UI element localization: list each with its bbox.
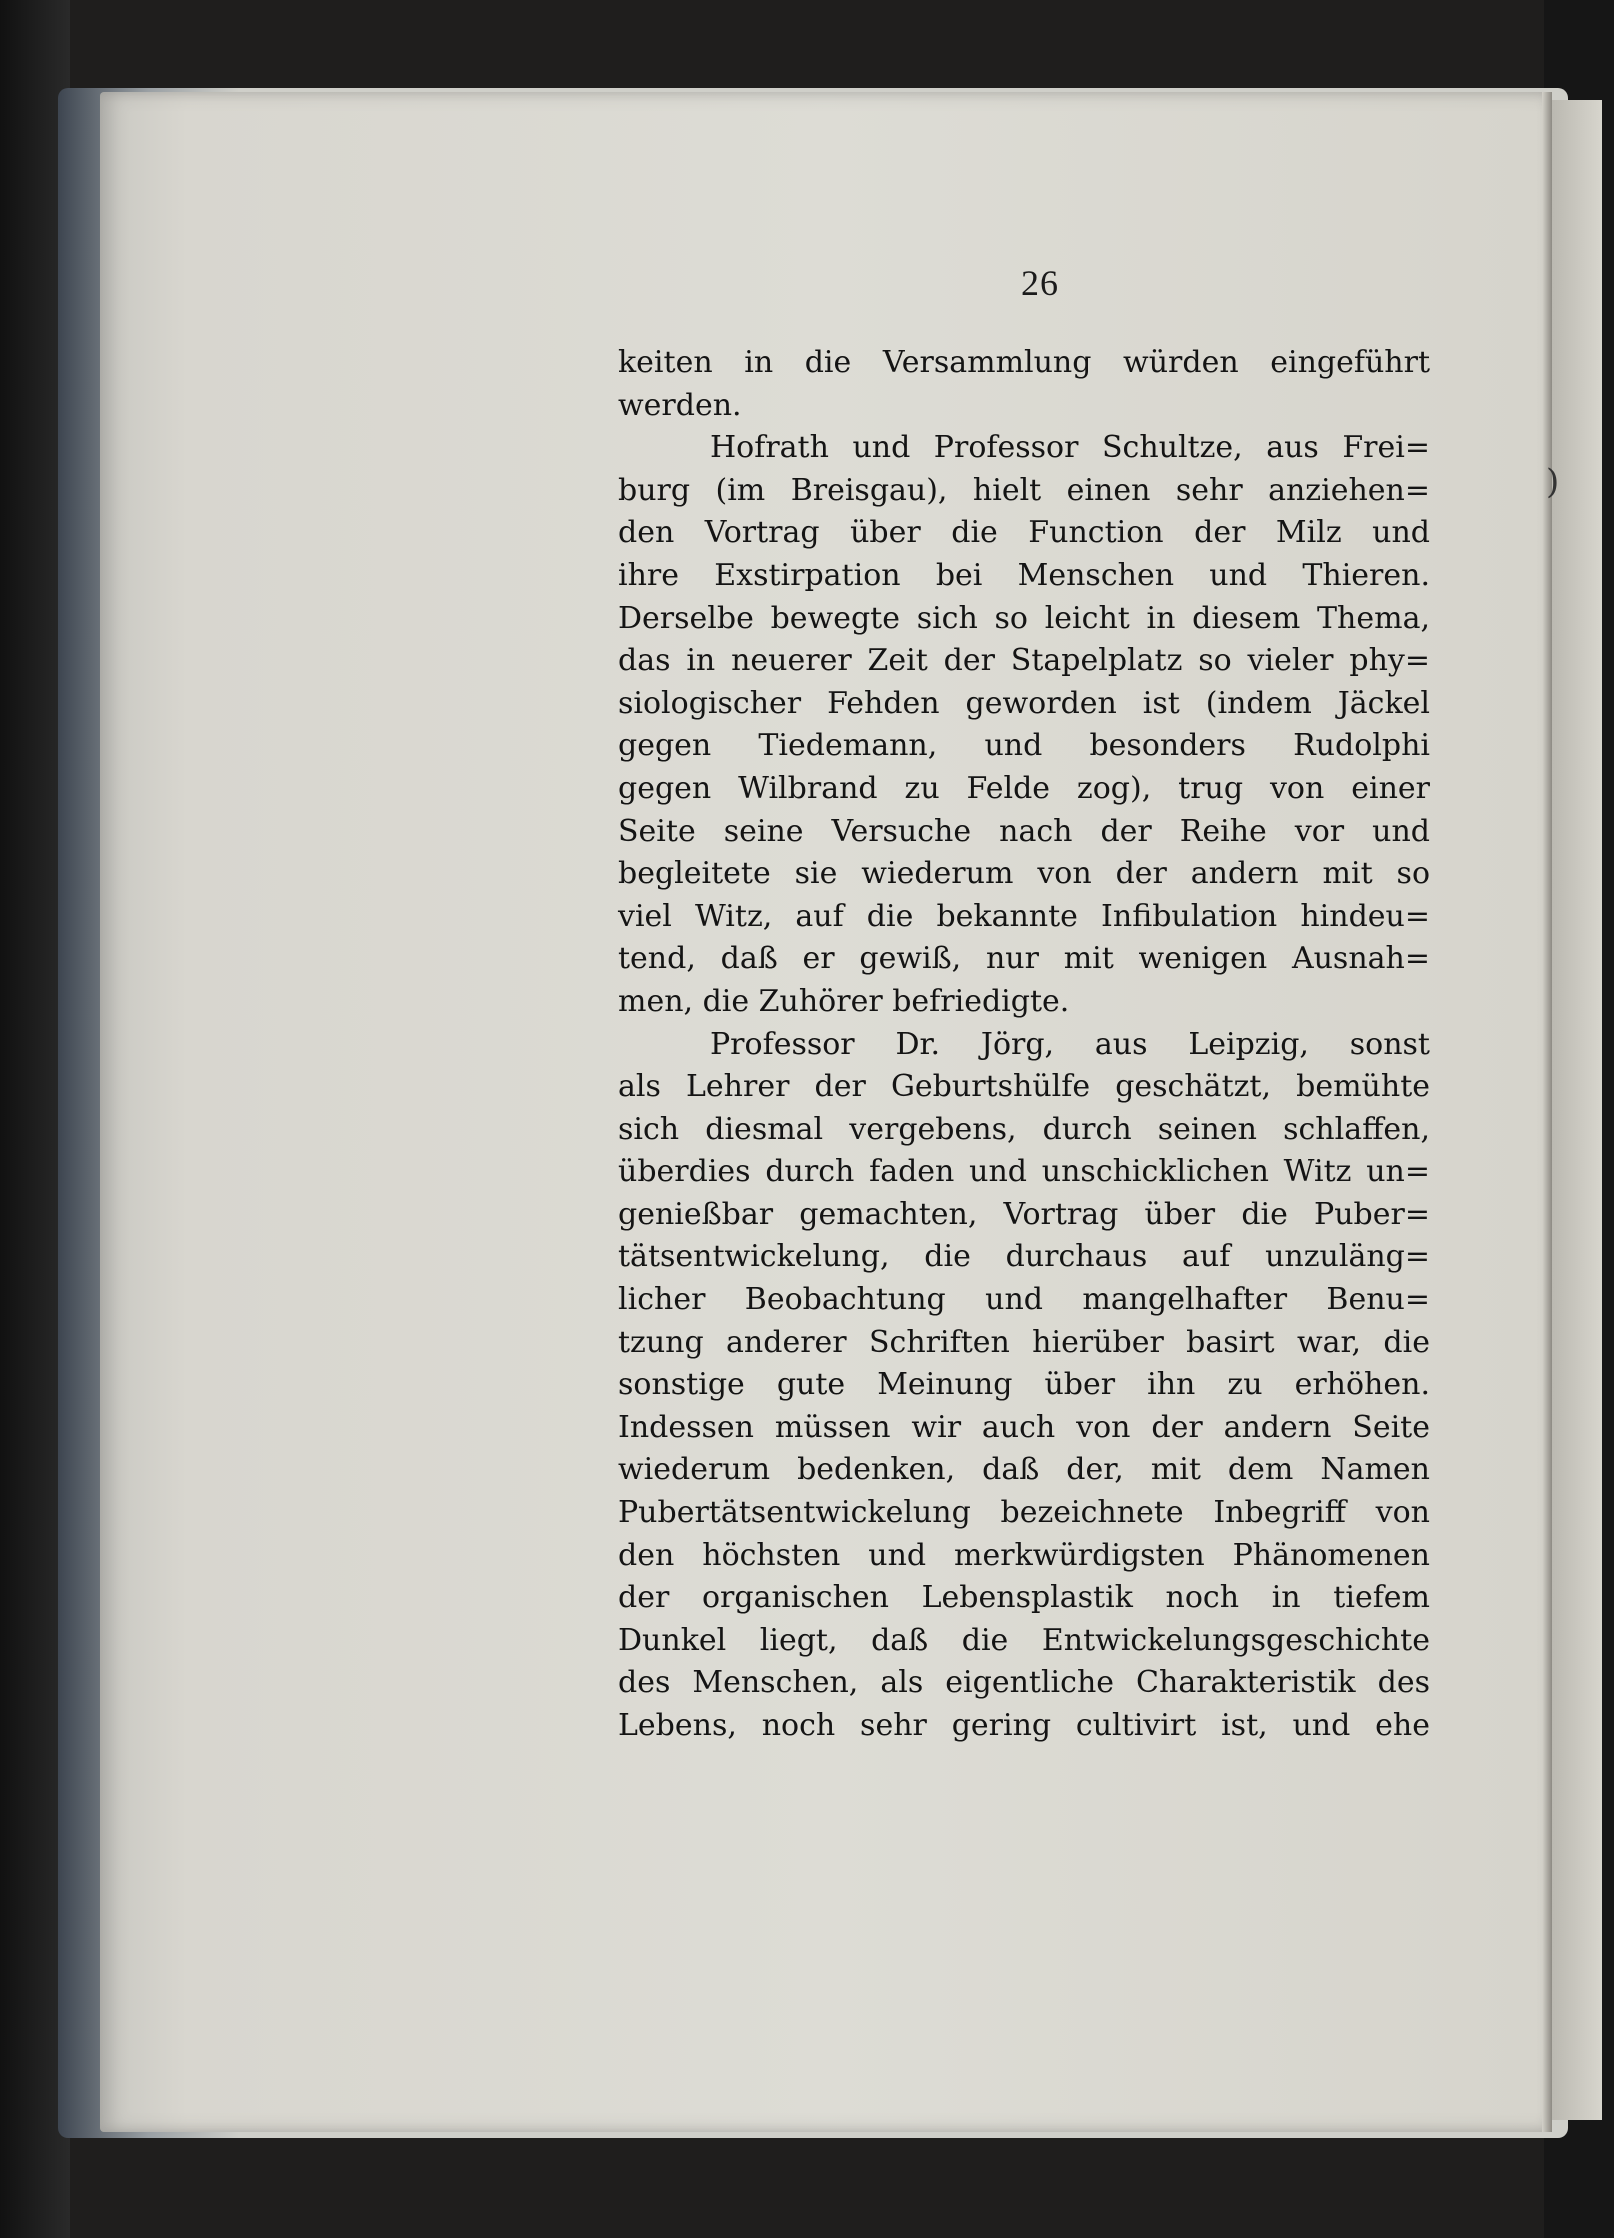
text-line: siologischer Fehden geworden ist (indem Jäckel [618, 685, 1430, 721]
text-line: gegen Tiedemann, und besonders Rudolphi [618, 728, 1430, 764]
text-line: Professor Dr. Jörg, aus Leipzig, sonst [710, 1026, 1430, 1062]
text-line: den höchsten und merkwürdigsten Phänomenen [618, 1537, 1430, 1573]
text-line: keiten in die Versammlung würden eingeführt [618, 345, 1430, 380]
text-line: das in neuerer Zeit der Stapelplatz so vieler phy= [618, 643, 1430, 679]
text-line: Hofrath und Professor Schultze, aus Frei= [710, 430, 1430, 466]
text-line: begleitete sie wiederum von der andern mit so [618, 856, 1430, 892]
text-line: viel Witz, auf die bekannte Infibulation hindeu= [618, 898, 1430, 934]
text-line: Derselbe bewegte sich so leicht in diesem Thema, [618, 600, 1430, 636]
page-gutter [1542, 92, 1552, 2132]
text-line: sonstige gute Meinung über ihn zu erhöhen. [618, 1367, 1430, 1403]
page-text [618, 342, 1430, 1748]
text-line: tzung anderer Schriften hierüber basirt war, die [618, 1324, 1430, 1360]
text-line: tend, daß er gewiß, nur mit wenigen Ausnah= [618, 941, 1430, 977]
text-line: gegen Wilbrand zu Felde zog), trug von einer [618, 770, 1430, 806]
text-line: Seite seine Versuche nach der Reihe vor und [618, 813, 1430, 849]
text-line: überdies durch faden und unschicklichen Witz un= [618, 1154, 1430, 1190]
text-line: tätsentwickelung, die durchaus auf unzuläng= [618, 1239, 1430, 1275]
text-line: burg (im Breisgau), hielt einen sehr anziehen= [618, 472, 1430, 508]
text-line: wiederum bedenken, daß der, mit dem Namen [618, 1452, 1430, 1488]
text-line: Indessen müssen wir auch von der andern Seite [618, 1409, 1430, 1445]
page-number: 26 [1021, 263, 1059, 303]
text-line: den Vortrag über die Function der Milz und [618, 515, 1430, 551]
text-line: ihre Exstirpation bei Menschen und Thieren. [618, 557, 1430, 593]
text-line: Pubertätsentwickelung bezeichnete Inbegriff von [618, 1495, 1430, 1531]
text-line: werden. [618, 387, 742, 423]
text-line: Lebens, noch sehr gering cultivirt ist, und ehe [618, 1708, 1430, 1743]
text-line: sich diesmal vergebens, durch seinen schlaffen, [618, 1111, 1430, 1147]
text-line: genießbar gemachten, Vortrag über die Puber= [618, 1196, 1430, 1232]
text-line: der organischen Lebensplastik noch in tiefem [618, 1580, 1430, 1616]
margin-mark: ) [1546, 462, 1560, 502]
text-line: Dunkel liegt, daß die Entwickelungsgeschichte [618, 1622, 1430, 1658]
text-line: als Lehrer der Geburtshülfe geschätzt, bemühte [618, 1069, 1430, 1105]
text-line: licher Beobachtung und mangelhafter Benu= [618, 1282, 1430, 1318]
text-line: men, die Zuhörer befriedigte. [618, 983, 1070, 1019]
text-line: des Menschen, als eigentliche Charakteristik des [618, 1665, 1430, 1701]
